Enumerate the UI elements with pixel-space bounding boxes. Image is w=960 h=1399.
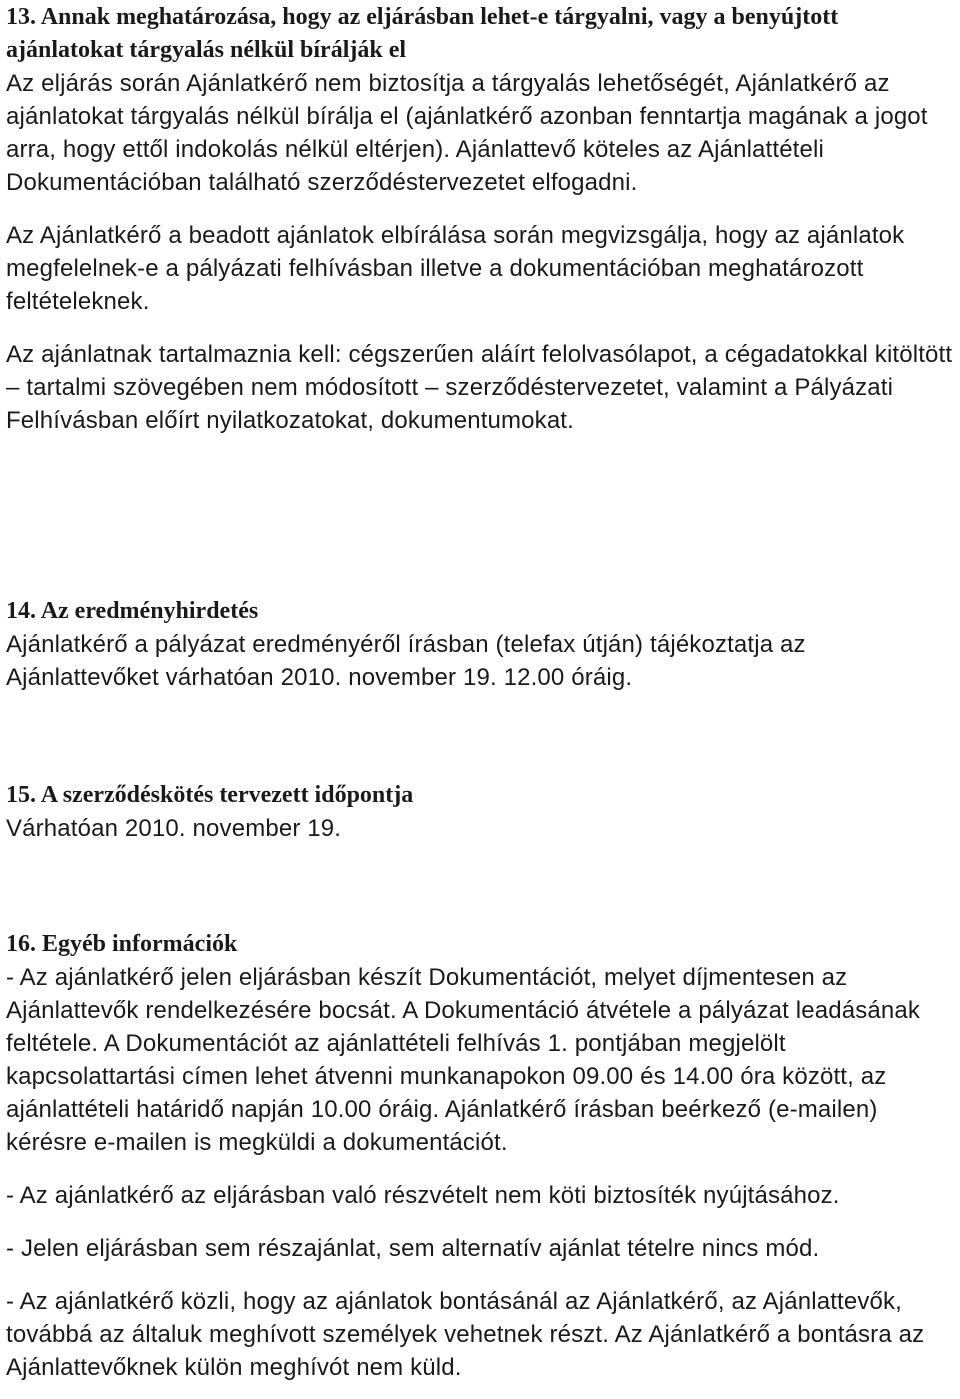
paragraph: Az eljárás során Ajánlatkérő nem biztosítja a tárgyalás lehetőségét, Ajánlatkérő az ajánlatokat tárgyalás nélkül bírálja el (ajánlatkérő azonban fenntartja magának a jogot arra, hogy ettől indokolás nélkül eltérjen). Ajánlattevő köteles az Ajánlattételi Dokumentációban található szerződéstervezetet elfogadni. xyxy=(6,70,928,196)
section-number: 14. xyxy=(6,598,36,624)
paragraph: Várhatóan 2010. november 19. xyxy=(6,815,342,842)
section-number: 15. xyxy=(6,782,36,808)
section-heading xyxy=(6,1,956,67)
paragraph: Az ajánlatnak tartalmaznia kell: cégszerűen aláírt felolvasólapot, a cégadatokkal kitöltött – tartalmi szövegében nem módosított – szerződéstervezetet, valamint a Pályázati Felhívásban előírt nyilatkozatokat, dokumentumokat. xyxy=(6,341,953,434)
section-title: Annak meghatározása, hogy az eljárásban lehet-e tárgyalni, vagy a benyújtott ajánlatokat tárgyalás nélkül bírálják el xyxy=(6,4,839,63)
paragraph: Az Ajánlatkérő a beadott ajánlatok elbírálása során megvizsgálja, hogy az ajánlatok megfelelnek-e a pályázati felhívásban illetve a dokumentációban meghatározott feltételeknek. xyxy=(6,222,905,315)
paragraph: - Az ajánlatkérő közli, hogy az ajánlatok bontásánál az Ajánlatkérő, az Ajánlattevők, továbbá az általuk meghívott személyek vehetnek részt. Az Ajánlatkérő a bontásra az Ajánlattevőknek külön meghívót nem küld. xyxy=(6,1288,925,1381)
paragraph: - Az ajánlatkérő az eljárásban való részvételt nem köti biztosíték nyújtásához. xyxy=(6,1182,840,1209)
section-13 xyxy=(6,1,956,437)
section-15 xyxy=(6,779,956,845)
section-14 xyxy=(6,595,956,694)
section-16 xyxy=(6,928,956,1384)
section-number: 13. xyxy=(6,4,36,30)
section-title: Az eredményhirdetés xyxy=(40,598,259,624)
section-heading xyxy=(6,779,956,812)
section-heading xyxy=(6,595,956,628)
section-title: Egyéb információk xyxy=(42,931,238,957)
section-heading xyxy=(6,928,956,961)
section-number: 16. xyxy=(6,931,36,957)
paragraph: Ajánlatkérő a pályázat eredményéről írásban (telefax útján) tájékoztatja az Ajánlattevőket várhatóan 2010. november 19. 12.00 óráig. xyxy=(6,631,806,691)
paragraph: - Az ajánlatkérő jelen eljárásban készít Dokumentációt, melyet díjmentesen az Ajánlattevők rendelkezésére bocsát. A Dokumentáció átvétele a pályázat leadásának feltétele. A Dokumentációt az ajánlattételi felhívás 1. pontjában megjelölt kapcsolattartási címen lehet átvenni munkanapokon 09.00 és 14.00 óra között, az ajánlattételi határidő napján 10.00 óráig. Ajánlatkérő írásban beérkező (e-mailen) kérésre e-mailen is megküldi a dokumentációt. xyxy=(6,964,921,1156)
paragraph: - Jelen eljárásban sem részajánlat, sem alternatív ajánlat tételre nincs mód. xyxy=(6,1235,820,1262)
section-title: A szerződéskötés tervezett időpontja xyxy=(40,782,414,808)
